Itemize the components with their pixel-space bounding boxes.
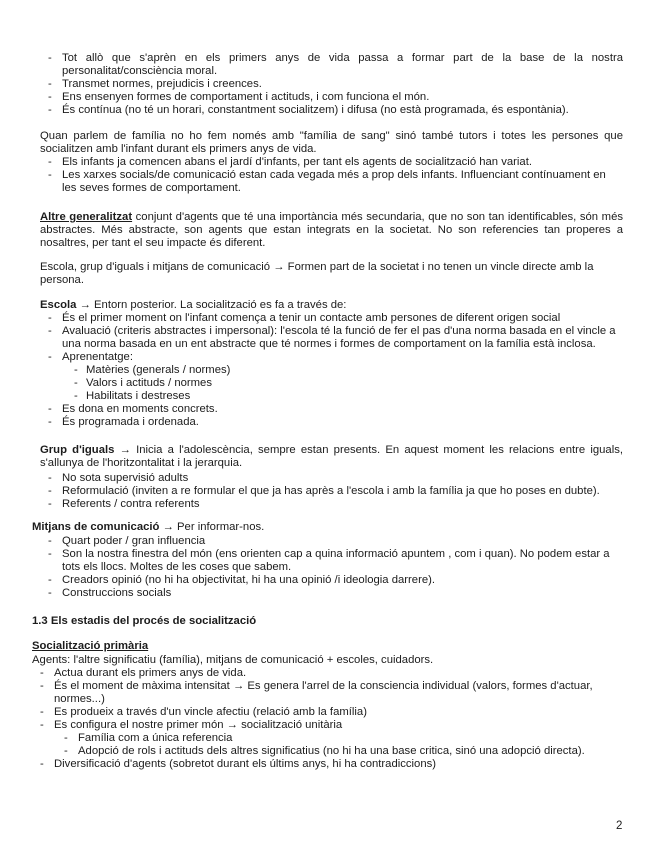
list-item: - Creadors opinió (no hi ha objectivitat, hi ha una opinió /i ideologia darrere). (48, 574, 436, 586)
altre-generalitzat-paragraph: Altre generalitzat conjunt d'agents que té una importància més secundaria, que no son tan identificables, són més abstractes. Més abstracte, son agents que estan integrats en la societat. No son referencies tan properes a nosaltres, per tant el seu impacte és diferent. (40, 211, 623, 249)
primaria-agents: Agents: l'altre significatiu (família), mitjans de comunicació + escoles, cuidadors. (32, 654, 434, 666)
mitjans-list (0, 535, 655, 600)
list-item: - Diversificació d'agents (sobretot durant els últims anys, hi ha contradiccions) (40, 758, 437, 770)
list-item: - Es dona en moments concrets. (48, 403, 218, 415)
list-item: - Quart poder / gran influencia (48, 535, 206, 547)
list-item: - És programada i ordenada. (48, 416, 199, 428)
list-item: - Es produeix a través d'un vincle afectiu (relació amb la família) (40, 706, 367, 718)
primaria-list (0, 667, 655, 771)
list-item: - Referents / contra referents (48, 498, 200, 510)
list-item: - Aprenentatge: (48, 351, 133, 363)
list-item: - És contínua (no té un horari, constantment socialitzem) i difusa (no està programada, és espontània). (48, 104, 569, 116)
list-item: - Els infants ja comencen abans el jardí d'infants, per tant els agents de socialització han variat. (48, 156, 532, 168)
familia-paragraph: Quan parlem de família no ho fem només amb "família de sang" sinó també tutors i totes les persones que socialitzen amb l'infant durant els primers anys de vida. (40, 130, 623, 155)
grup-iguals-list (0, 472, 655, 511)
page-number: 2 (616, 820, 623, 832)
escola-heading: Escola → Entorn posterior. La socialització es fa a través de: (40, 299, 347, 311)
list-item: - Tot allò que s'aprèn en els primers anys de vida passa a formar part de la base de la nostra personalitat/consciència moral. (48, 52, 623, 77)
list-item: - És el moment de màxima intensitat → Es genera l'arrel de la consciencia individual (valors, formes d'actuar, normes...) (40, 680, 593, 705)
sub-list-item: - Matèries (generals / normes) (74, 364, 231, 376)
familia-list (0, 156, 655, 195)
list-item: - Reformulació (inviten a re formular el que ja has après a l'escola i amb la família ja que ho poses en dubte). (48, 485, 600, 497)
list-item: - Les xarxes socials/de comunicació estan cada vegada més a prop dels infants. Influenciant contínuament en les seves formes de comportament. (48, 169, 606, 194)
list-item: - No sota supervisió adults (48, 472, 189, 484)
agents-paragraph: Escola, grup d'iguals i mitjans de comunicació → Formen part de la societat i no tenen un vincle directe amb la persona. (40, 261, 594, 286)
mitjans-heading: Mitjans de comunicació → Per informar-nos. (32, 521, 265, 533)
sub-list-item: - Adopció de rols i actituds dels altres significatius (no hi ha una base critica, sinó una adopció directa). (64, 745, 585, 757)
altre-generalitzat-term: Altre generalitzat (40, 211, 133, 223)
list-item: - Son la nostra finestra del món (ens orienten cap a quina informació apuntem , com i quan). No podem estar a tots els llocs. Moltes de les coses que sabem. (48, 548, 610, 573)
list-item: - Es configura el nostre primer món → socialització unitària (40, 719, 343, 731)
grup-iguals-heading: Grup d'iguals → Inicia a l'adolescència, sempre estan presents. En aquest moment les relacions entre iguals, s'allunya de l'horitzontalitat i la jerarquia. (40, 444, 624, 469)
list-item: - Construccions socials (48, 587, 172, 599)
list-item: - Transmet normes, prejudicis i creences. (48, 78, 262, 90)
list-item: - Avaluació (criteris abstractes i impersonal): l'escola té la funció de fer el pas d'una norma basada en el vincle a una norma basada en un ent abstracte que té normes i formes de comportament on la família està inclosa. (48, 325, 616, 350)
sub-list-item: - Habilitats i destreses (74, 390, 191, 402)
escola-list (0, 312, 655, 429)
section-title: 1.3 Els estadis del procés de socialització (32, 615, 257, 627)
intro-list (0, 52, 655, 117)
sub-list-item: - Valors i actituds / normes (74, 377, 212, 389)
list-item: - És el primer moment on l'infant comença a tenir un contacte amb persones de diferent origen social (48, 312, 561, 324)
list-item: - Actua durant els primers anys de vida. (40, 667, 247, 679)
sub-list-item: - Família com a única referencia (64, 732, 233, 744)
primaria-heading: Socialització primària (32, 640, 149, 652)
list-item: - Ens ensenyen formes de comportament i actituds, i com funciona el món. (48, 91, 430, 103)
